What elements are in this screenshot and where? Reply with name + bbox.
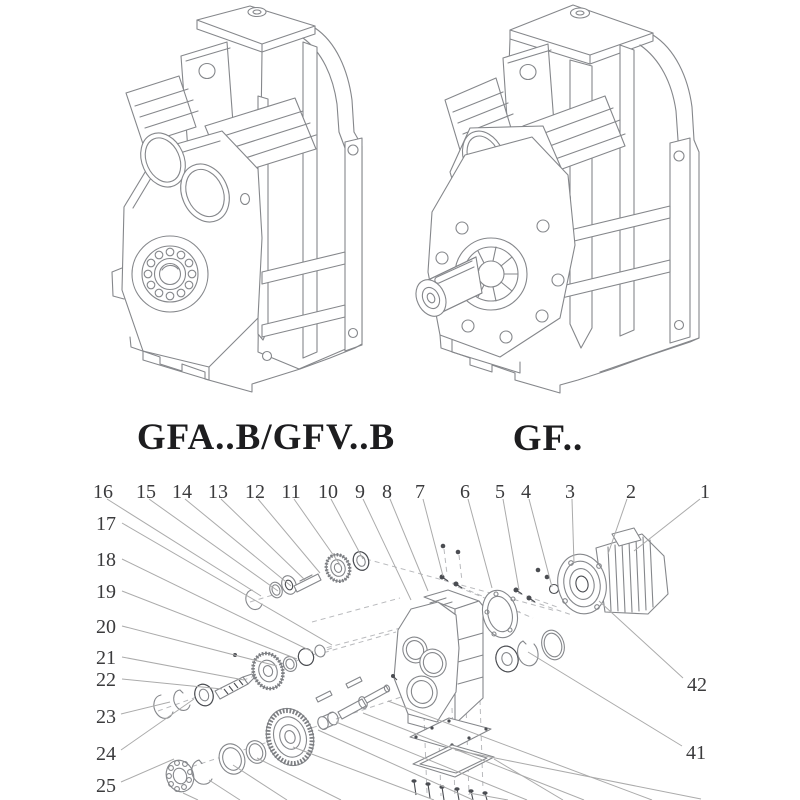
leader-line-1 (634, 499, 700, 551)
leader-line-18 (122, 559, 313, 652)
leader-line-11 (294, 499, 341, 566)
leader-line-21 (122, 657, 244, 680)
callout-4: 4 (521, 481, 531, 503)
callout-13: 13 (208, 481, 228, 503)
callout-19: 19 (96, 581, 116, 603)
callout-17: 17 (96, 513, 116, 535)
oil-plug (248, 8, 266, 17)
leader-line-20 (122, 626, 277, 666)
gf-drawing (410, 5, 699, 393)
snap-ring (518, 641, 539, 666)
output-shaft (338, 699, 366, 719)
callout-18: 18 (96, 549, 116, 571)
key (316, 691, 332, 702)
left-model-label: GFA..B/GFV..B (136, 417, 396, 458)
bearing (493, 643, 521, 674)
leader-line-24 (121, 699, 194, 750)
callout-1: 1 (700, 481, 710, 503)
adapter-flange (478, 587, 523, 642)
callout-15: 15 (136, 481, 156, 503)
leader-line-16 (107, 499, 261, 596)
plug (550, 585, 559, 594)
callout-7: 7 (415, 481, 425, 503)
callout-23: 23 (96, 706, 116, 728)
right-model-label: GF.. (512, 418, 584, 459)
leader-line-41 (528, 652, 682, 746)
callout-2: 2 (626, 481, 636, 503)
leader-line-5 (503, 499, 519, 590)
leader-line-22 (122, 679, 222, 689)
callout-41: 41 (686, 742, 706, 764)
callout-16: 16 (93, 481, 113, 503)
callout-20: 20 (96, 616, 116, 638)
leader-line-4 (529, 499, 552, 587)
leader-line-12 (258, 499, 320, 573)
callout-6: 6 (460, 481, 470, 503)
motor (552, 528, 668, 618)
bearing (192, 682, 216, 709)
callout-25: 25 (96, 775, 116, 797)
leader-line-7 (423, 499, 443, 576)
callout-12: 12 (245, 481, 265, 503)
output-bearing (132, 236, 208, 312)
callout-22: 22 (96, 669, 116, 691)
gable-hole (199, 64, 215, 79)
exploded-view (93, 481, 710, 800)
oil-plug (571, 8, 590, 18)
gfab-gfv-drawing (112, 6, 362, 392)
mid-rib (620, 45, 634, 336)
gearcase-housing (394, 590, 483, 735)
edge-strap (345, 138, 362, 351)
leader-line-3 (572, 499, 574, 563)
gasket (410, 718, 491, 749)
intermediate-shaft-assembly (154, 644, 327, 719)
motor-flange-parts (478, 587, 568, 675)
callout-42: 42 (687, 674, 707, 696)
leader-line-23 (121, 702, 170, 714)
callout-24: 24 (96, 743, 116, 765)
callout-11: 11 (281, 481, 301, 503)
callout-8: 8 (382, 481, 392, 503)
leader-line-10 (331, 499, 363, 559)
leader-line-15 (149, 499, 278, 591)
callout-10: 10 (318, 481, 338, 503)
callout-9: 9 (355, 481, 365, 503)
bearing (296, 646, 316, 667)
shim-ring (538, 628, 567, 663)
callout-14: 14 (172, 481, 192, 503)
key (346, 677, 362, 688)
callout-5: 5 (495, 481, 505, 503)
leader-line-6 (468, 499, 492, 588)
leader-line-9 (363, 499, 411, 600)
edge-strap (670, 138, 690, 343)
snap-ring (192, 760, 212, 784)
spacer-ring (313, 644, 327, 659)
callout-3: 3 (565, 481, 575, 503)
input-shaft-assembly (246, 550, 371, 610)
leader-line-14 (185, 499, 291, 586)
callout-21: 21 (96, 647, 116, 669)
leader-line-8 (390, 499, 428, 591)
mid-rib (303, 42, 317, 358)
base-cover-parts (410, 718, 494, 800)
